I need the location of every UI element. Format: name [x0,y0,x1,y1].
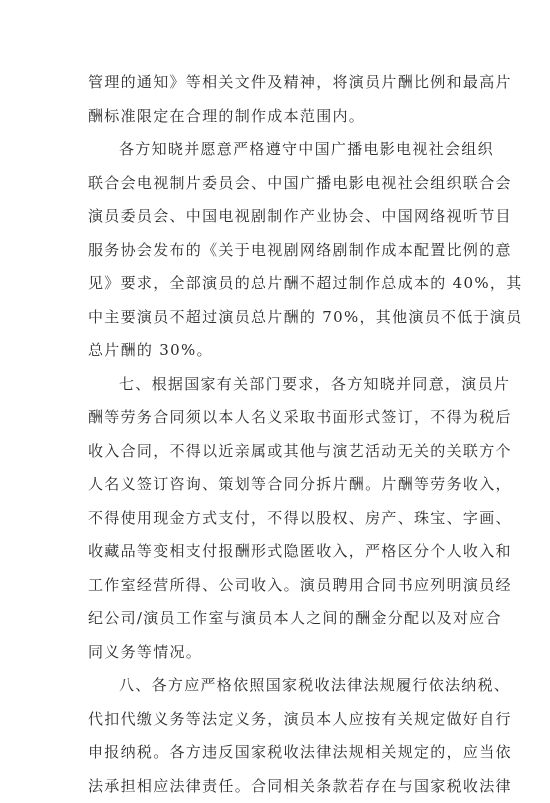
paragraph-clause-7 [88,368,474,670]
text-line: 八、各方应严格依照国家税收法律法规履行依法纳税、 [88,669,474,703]
text-line: 酬等劳务合同须以本人名义采取书面形式签订，不得为税后 [88,401,474,435]
document-body [88,66,474,803]
text-line: 人名义签订咨询、策划等合同分拆片酬。片酬等劳务收入， [88,468,474,502]
paragraph-clause-8 [88,669,474,803]
text-line: 申报纳税。各方违反国家税收法律法规相关规定的，应当依 [88,736,474,770]
text-line: 法承担相应法律责任。合同相关条款若存在与国家税收法律 [88,770,474,803]
text-line: 管理的通知》等相关文件及精神，将演员片酬比例和最高片 [88,66,474,100]
text-line: 联合会电视制片委员会、中国广播电影电视社会组织联合会 [88,167,474,201]
text-line: 总片酬的 30%。 [88,334,474,368]
text-line: 代扣代缴义务等法定义务，演员本人应按有关规定做好自行 [88,703,474,737]
text-line: 中主要演员不超过演员总片酬的 70%，其他演员不低于演员 [88,301,474,335]
text-line: 纪公司/演员工作室与演员本人之间的酬金分配以及对应合 [88,602,474,636]
paragraph-1 [88,66,474,133]
paragraph-2 [88,133,474,368]
text-line: 各方知晓并愿意严格遵守中国广播电影电视社会组织 [88,133,474,167]
text-line: 工作室经营所得、公司收入。演员聘用合同书应列明演员经 [88,569,474,603]
text-line: 不得使用现金方式支付，不得以股权、房产、珠宝、字画、 [88,502,474,536]
text-line: 服务协会发布的《关于电视剧网络剧制作成本配置比例的意 [88,234,474,268]
text-line: 酬标准限定在合理的制作成本范围内。 [88,100,474,134]
text-line: 七、根据国家有关部门要求，各方知晓并同意，演员片 [88,368,474,402]
text-line: 收藏品等变相支付报酬形式隐匿收入，严格区分个人收入和 [88,535,474,569]
text-line: 见》要求，全部演员的总片酬不超过制作总成本的 40%，其 [88,267,474,301]
text-line: 同义务等情况。 [88,636,474,670]
text-line: 演员委员会、中国电视剧制作产业协会、中国网络视听节目 [88,200,474,234]
text-line: 收入合同，不得以近亲属或其他与演艺活动无关的关联方个 [88,435,474,469]
